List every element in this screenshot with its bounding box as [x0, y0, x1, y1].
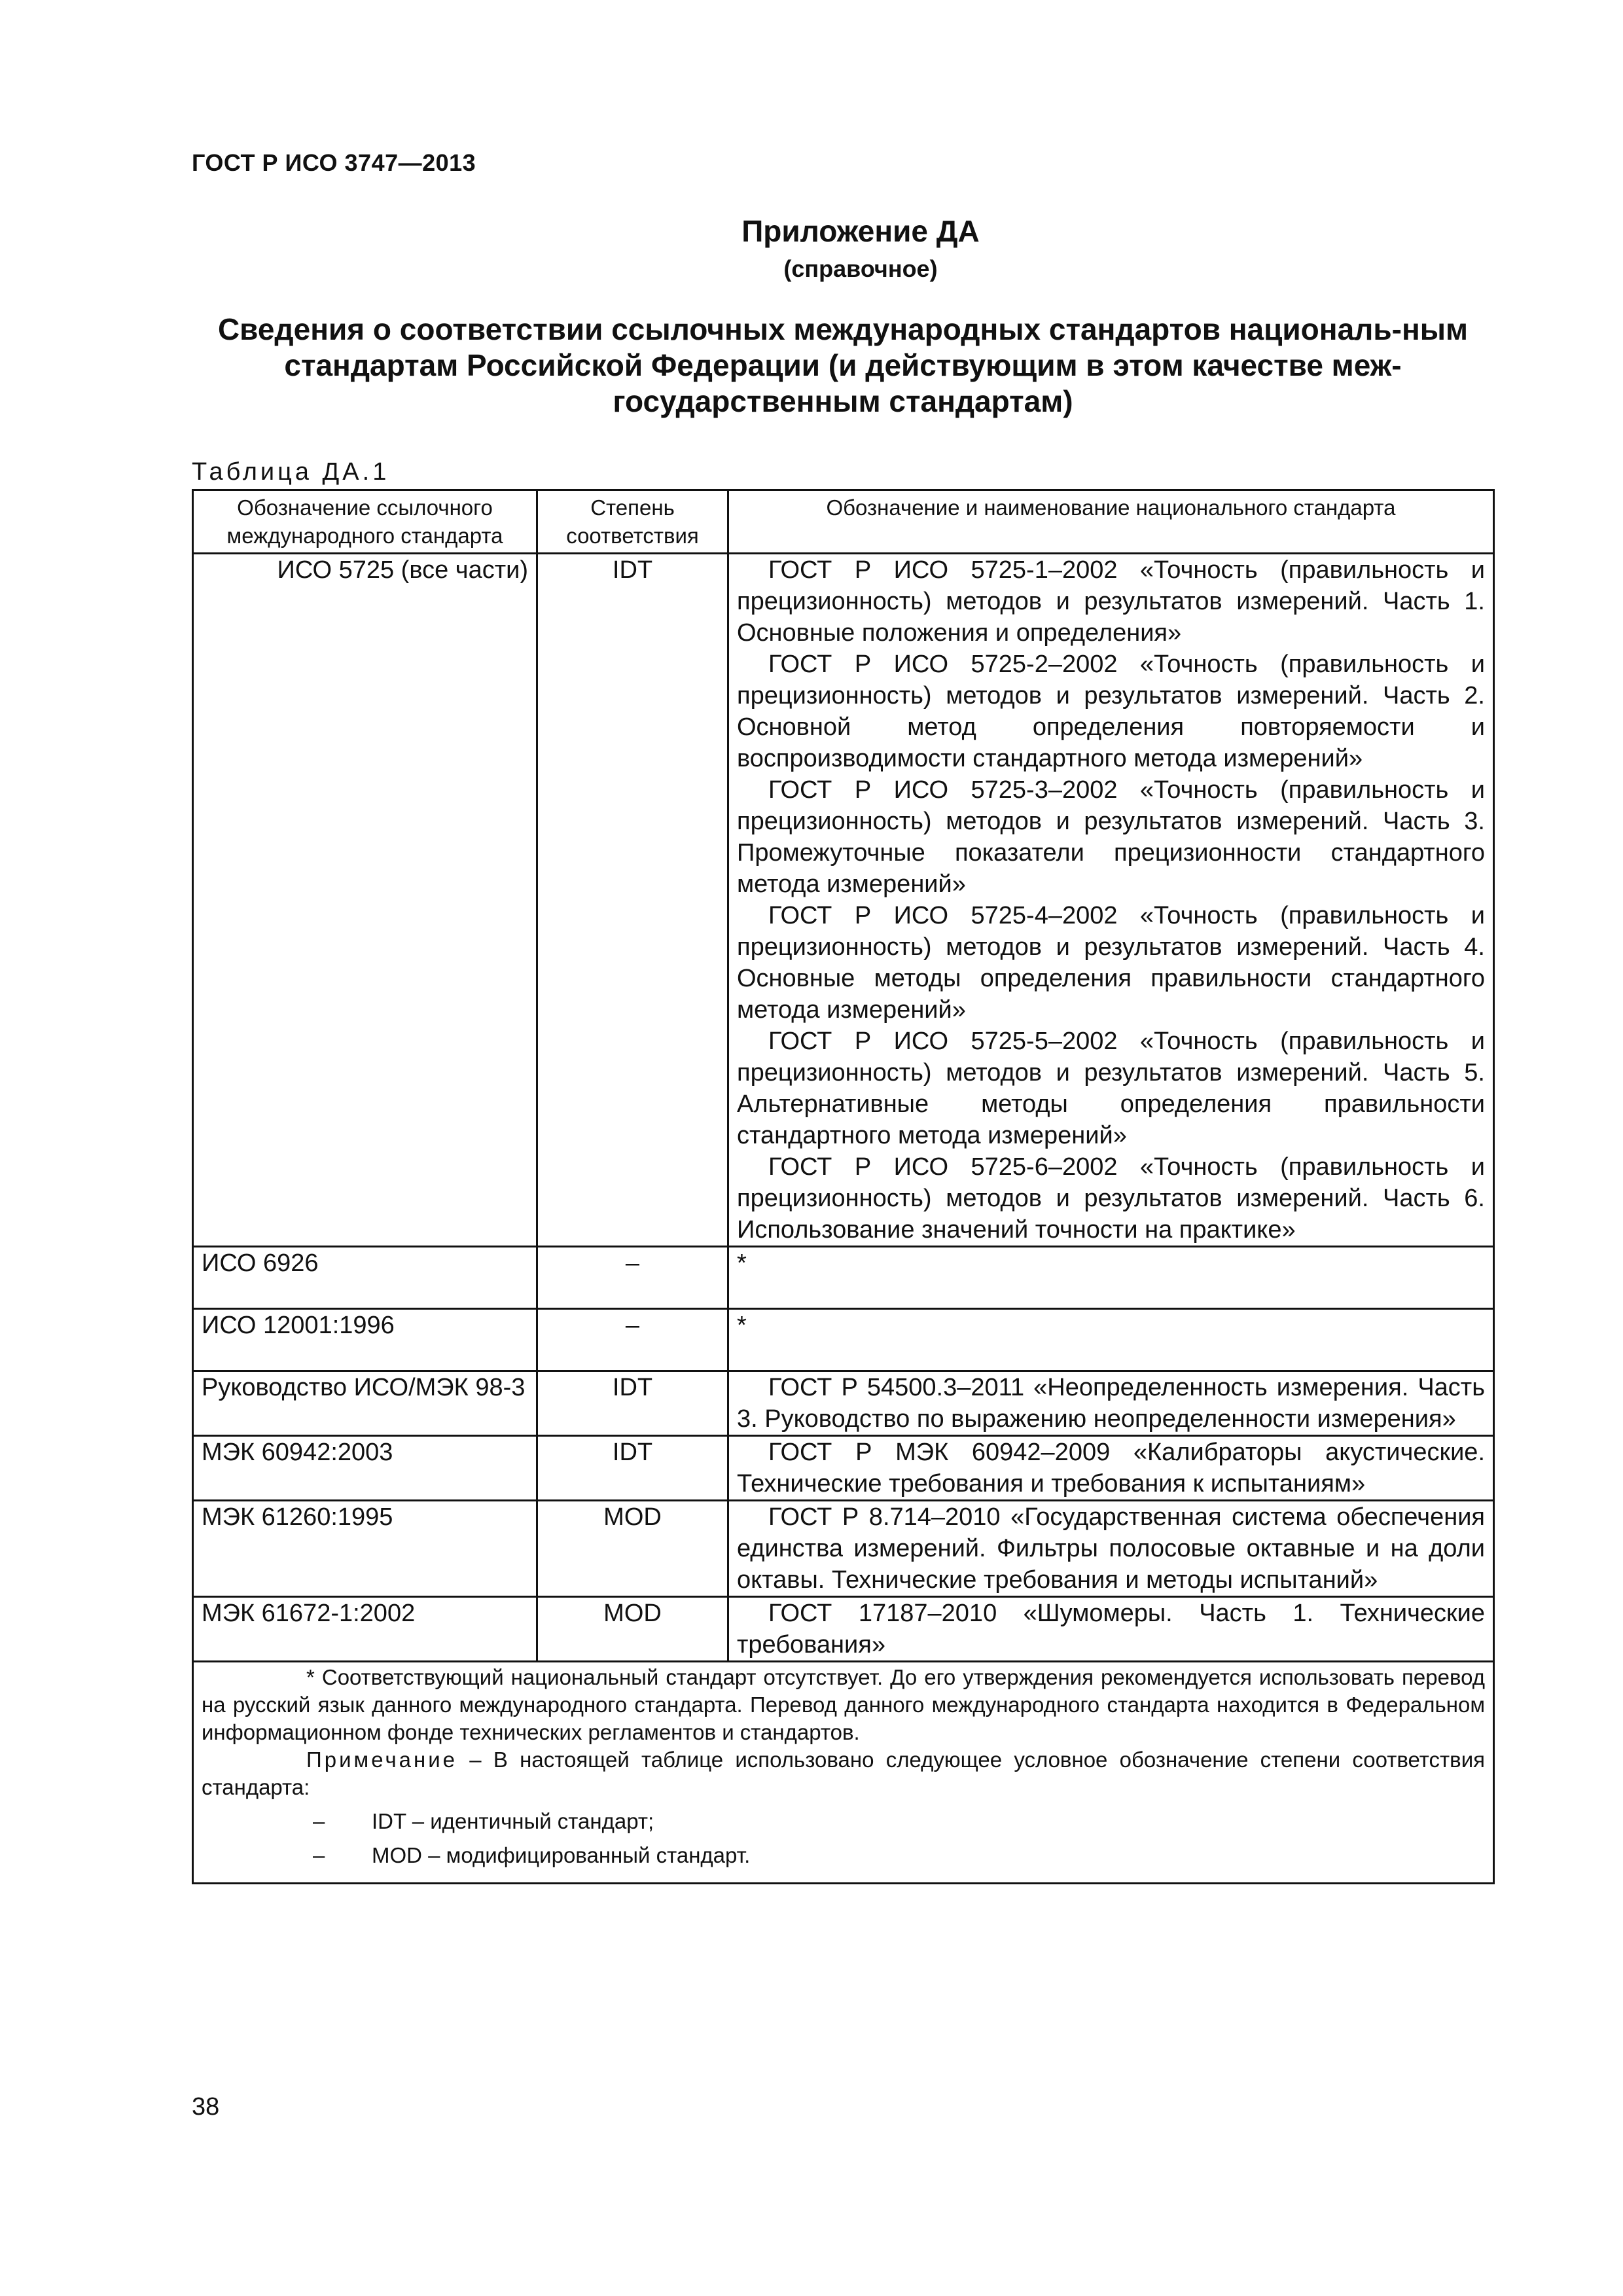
national-standard-entry: ГОСТ Р ИСО 5725-6–2002 «Точность (правильность и прецизионность) методов и результатов измерений. Часть 6. Использование значений точности на практике»: [737, 1153, 1485, 1244]
header-national: Обозначение и наименование национального стандарта: [728, 490, 1494, 554]
note-text: – В настоящей таблице использовано следующее условное обозначение степени соответствия стандарта:: [202, 1748, 1485, 1799]
cell-international: ИСО 6926: [193, 1247, 537, 1309]
legend-item: [202, 1808, 1485, 1835]
header-degree: Степень соответствия: [537, 490, 728, 554]
legend-dash: –: [313, 1843, 325, 1867]
table-caption: Таблица ДА.1: [192, 458, 390, 486]
cell-national: [728, 554, 1494, 1247]
national-standard-entry: ГОСТ Р ИСО 5725-2–2002 «Точность (правильность и прецизионность) методов и результатов измерений. Часть 2. Основной метод определения повторяемости и воспроизводимости стандартного метода измерений»: [737, 651, 1485, 772]
cell-degree: IDT: [537, 1371, 728, 1436]
page-number: 38: [192, 2093, 220, 2121]
appendix-subtitle: (справочное): [783, 255, 938, 282]
table-row: [193, 1247, 1494, 1309]
table-row: [193, 1309, 1494, 1371]
national-standard-entry: ГОСТ Р ИСО 5725-3–2002 «Точность (правильность и прецизионность) методов и результатов измерений. Часть 3. Промежуточные показатели прецизионности стандартного метода измерений»: [737, 776, 1485, 898]
table-row: [193, 1436, 1494, 1501]
note: [202, 1746, 1485, 1801]
cell-international: Руководство ИСО/МЭК 98-3: [193, 1371, 537, 1436]
cell-international: ИСО 12001:1996: [193, 1309, 537, 1371]
cell-national: [728, 1371, 1494, 1436]
cell-degree: –: [537, 1309, 728, 1371]
national-standard-entry: ГОСТ Р МЭК 60942–2009 «Калибраторы акустические. Технические требования и требования к испытаниям»: [737, 1439, 1485, 1498]
cell-national: *: [728, 1247, 1494, 1309]
national-standard-entry: ГОСТ Р 8.714–2010 «Государственная система обеспечения единства измерений. Фильтры полосовые октавные и на доли октавы. Технические требования и методы испытаний»: [737, 1503, 1485, 1594]
table-row: [193, 1501, 1494, 1597]
cell-international: МЭК 61260:1995: [193, 1501, 537, 1597]
footnote: * Соответствующий национальный стандарт отсутствует. До его утверждения рекомендуется использовать перевод на русский язык данного международного стандарта. Перевод данного международного стандарта находится в Федеральном информационном фонде технических регламентов и стандартов.: [202, 1665, 1485, 1744]
note-label: Примечание: [306, 1748, 458, 1772]
legend-text: IDT – идентичный стандарт;: [372, 1809, 654, 1833]
legend-dash: –: [313, 1809, 325, 1833]
national-standard-entry: ГОСТ Р ИСО 5725-1–2002 «Точность (правильность и прецизионность) методов и результатов измерений. Часть 1. Основные положения и определения»: [737, 556, 1485, 647]
appendix-title: Приложение ДА: [741, 214, 980, 248]
national-standard-entry: ГОСТ Р 54500.3–2011 «Неопределенность измерения. Часть 3. Руководство по выражению неопределенности измерения»: [737, 1374, 1485, 1433]
national-standard-entry: ГОСТ Р ИСО 5725-5–2002 «Точность (правильность и прецизионность) методов и результатов измерений. Часть 5. Альтернативные методы определения правильности стандартного метода измерений»: [737, 1028, 1485, 1149]
cell-national: [728, 1597, 1494, 1662]
table-row: [193, 1371, 1494, 1436]
cell-national: [728, 1501, 1494, 1597]
cell-degree: –: [537, 1247, 728, 1309]
cell-degree: MOD: [537, 1501, 728, 1597]
table-footer: [193, 1662, 1494, 1884]
table-row: [193, 554, 1494, 1247]
table-header-row: [193, 490, 1494, 554]
legend-item: [202, 1842, 1485, 1869]
header-international: Обозначение ссылочного международного стандарта: [193, 490, 537, 554]
document-code: ГОСТ Р ИСО 3747—2013: [192, 149, 476, 176]
document-title: Сведения о соответствии ссылочных международных стандартов националь-ным стандартам Российской Федерации (и действующим в этом качестве меж-государственным стандартам): [217, 312, 1469, 418]
cell-international: МЭК 60942:2003: [193, 1436, 537, 1501]
table-row: [193, 1597, 1494, 1662]
cell-degree: IDT: [537, 1436, 728, 1501]
cell-international: ИСО 5725 (все части): [193, 554, 537, 1247]
national-standard-entry: ГОСТ Р ИСО 5725-4–2002 «Точность (правильность и прецизионность) методов и результатов измерений. Часть 4. Основные методы определения правильности стандартного метода измерений»: [737, 902, 1485, 1024]
standards-table: [192, 489, 1495, 1884]
cell-national: *: [728, 1309, 1494, 1371]
national-standard-entry: ГОСТ 17187–2010 «Шумомеры. Часть 1. Технические требования»: [737, 1600, 1485, 1659]
cell-international: МЭК 61672-1:2002: [193, 1597, 537, 1662]
legend-text: MOD – модифицированный стандарт.: [372, 1843, 751, 1867]
cell-national: [728, 1436, 1494, 1501]
table-footer-row: [193, 1662, 1494, 1884]
cell-degree: IDT: [537, 554, 728, 1247]
cell-degree: MOD: [537, 1597, 728, 1662]
